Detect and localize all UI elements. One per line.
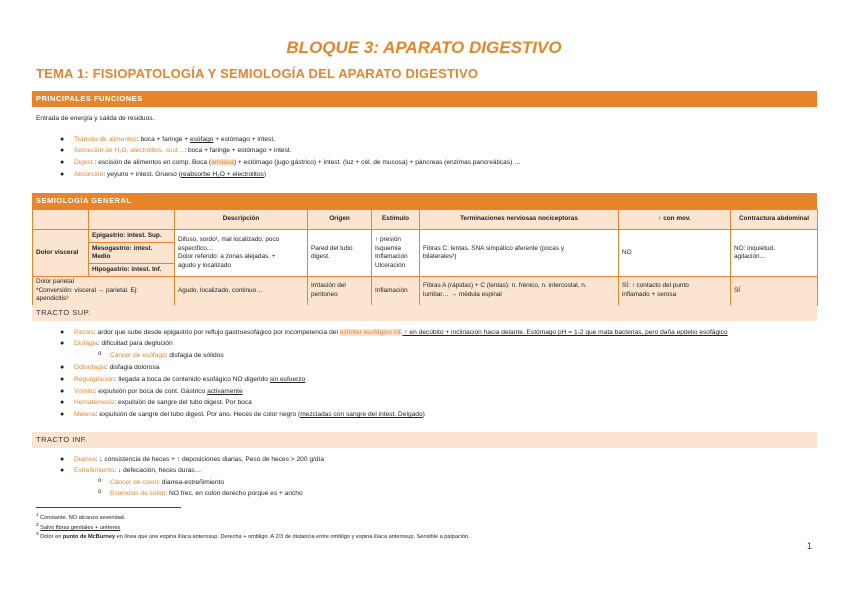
cell-line: Dolor parietal <box>36 278 75 285</box>
bullet-icon: ● <box>60 136 65 143</box>
cell: Inflamación <box>372 277 420 306</box>
term: Secreción de H₂O, electrolitos, sust… <box>74 147 185 154</box>
cell <box>420 277 619 306</box>
text: : disfagia de sólidos <box>165 352 224 359</box>
list-item <box>60 399 252 406</box>
list-item <box>60 467 202 474</box>
list-item <box>60 364 160 371</box>
list-item <box>98 478 224 486</box>
bullet-icon: ● <box>60 329 65 336</box>
cell-line: peritoneo <box>311 290 338 298</box>
document-subtitle: TEMA 1: FISIOPATOLOGÍA Y SEMIOLOGÍA DEL APARATO DIGESTIVO <box>36 66 479 81</box>
section-header-semiologia: SEMIOLOGÍA GENERAL <box>32 193 817 209</box>
term: Digest. <box>74 159 95 166</box>
cell: Hipogastrio: intest. Inf. <box>89 264 175 277</box>
cell: SÍ <box>731 277 818 306</box>
column-header: Origen <box>308 210 372 230</box>
page-number: 1 <box>806 541 812 551</box>
footnote-number: 2 <box>36 522 39 527</box>
column-header <box>89 210 175 230</box>
cell-line: Inflamación <box>375 253 408 260</box>
list-item <box>60 136 276 143</box>
text: ) + estómago (jugo gástrico) + intest. (luz + cél. de mucosa) + páncreas (enzimas pancreáticas) … <box>233 159 521 166</box>
cell-line: Dolor referido: a zonas alejadas. + <box>178 253 276 260</box>
cell: NO <box>619 230 731 277</box>
underlined-text: esófago <box>189 136 214 143</box>
bullet-icon: ● <box>60 399 65 406</box>
footnote-text: en línea que une espina ilíaca anterosup. Derecha + ombligo. A 2/3 de distancia entre ombligo y espina ilíaca anterosup. Sensible a palpación. <box>115 533 470 540</box>
column-header: Terminaciones nerviosas nociceptoras <box>420 210 619 230</box>
text: : escisión de alimentos en comp. Boca ( <box>94 159 212 166</box>
term: Diarrea <box>74 456 96 463</box>
document-title: BLOQUE 3: APARATO DIGESTIVO <box>286 38 562 57</box>
text: : dificultad para deglución <box>97 340 173 347</box>
footnote <box>36 512 125 521</box>
footnote-number: 1 <box>36 512 39 517</box>
term: Absorción <box>74 171 104 178</box>
underlined-text: mezcladas con sangre del intest. Delgado <box>300 411 423 418</box>
cell-line: NO: inquietud, <box>734 244 775 252</box>
footnote <box>36 531 470 540</box>
row-label-parietal <box>33 277 175 306</box>
cell-line: apendicitis³ <box>36 295 69 302</box>
term: Hematemesis <box>74 399 115 406</box>
underlined-text: reabsorbe H₂O + electrolitos <box>180 171 264 178</box>
cell-line: digest. <box>311 253 330 260</box>
sub-bullet-icon: o <box>98 489 102 495</box>
text: ) <box>263 171 267 178</box>
footnote-bold-text: punto de McBurney <box>62 533 116 540</box>
cell <box>372 230 420 277</box>
list-item <box>60 159 521 166</box>
term: Vómito <box>74 388 95 395</box>
text: : ↓ defecación, heces duras… <box>114 467 202 474</box>
term: Cáncer de esófago <box>110 352 166 359</box>
bullet-icon: ● <box>60 340 65 347</box>
text: : NO frec. en colon derecho porque es + ancho <box>165 490 303 497</box>
cell: Epigastrio: intest. Sup. <box>89 230 175 243</box>
cell-line: Difuso, sordo¹, mal localizado, poco <box>178 236 280 243</box>
list-item <box>60 411 425 418</box>
cell-line: Irritación del <box>311 282 346 290</box>
footnote <box>36 522 120 531</box>
term: Regurgitación <box>74 376 115 383</box>
footnote-separator <box>36 507 181 508</box>
text: + estómago + intest. <box>213 136 276 143</box>
cell-line: agudo y localizado <box>178 261 231 269</box>
cell-line: *Conversión: visceral → parietal. Ej: <box>36 286 138 294</box>
term: Cáncer de colon <box>110 479 159 486</box>
cell-line: ↑ presión <box>375 236 401 243</box>
section-header-funciones: PRINCIPALES FUNCIONES <box>32 91 817 107</box>
text: : ardor que sube desde epigastrio por reflujo gastroesofágico por incompetencia del <box>93 329 340 336</box>
cell-line: Ulceración <box>375 261 406 269</box>
cell <box>175 230 308 277</box>
text: : llegada a boca de contenido esofágico NO digerido <box>114 376 270 383</box>
footnote-text: Dolor en <box>40 533 63 540</box>
section-header-tracto-inf: TRACTO INF. <box>32 432 817 448</box>
highlighted-text: amilasa <box>211 159 234 166</box>
cell-line: Pared del tubo <box>311 244 353 252</box>
term: Pirosis <box>74 329 94 336</box>
list-item <box>60 147 292 154</box>
column-header <box>33 210 89 230</box>
cell-line: inflamado + serosa <box>622 290 677 298</box>
cell-line: SÍ: ↑ contacto del punto <box>622 282 689 290</box>
cell-line: agitación… <box>734 253 766 260</box>
bullet-icon: ● <box>60 159 65 166</box>
list-item <box>60 456 324 463</box>
bullet-icon: ● <box>60 467 65 474</box>
sub-bullet-icon: o <box>98 478 102 484</box>
table-row <box>33 230 818 243</box>
section-header-tracto-sup: TRACTO SUP. <box>32 305 817 321</box>
text: : expulsión de sangre del tubo digest. Por boca <box>114 399 252 406</box>
cell-line: Isquemia <box>375 244 401 252</box>
semiologia-table <box>32 209 818 306</box>
footnote-text: Constante. NO alcanza severidad. <box>40 514 126 521</box>
term: Odinofagia <box>74 364 106 371</box>
text: : boca + faringe + estómago + intest. <box>184 147 292 154</box>
underlined-text: activamente <box>207 388 243 395</box>
list-item <box>60 388 243 395</box>
column-header: Estímulo <box>372 210 420 230</box>
text: : yeyuno + intest. Grueso ( <box>103 171 181 178</box>
cell: Mesogastrio: intest. Medio <box>89 243 175 264</box>
footnote-text: Salvo fibras genitales + uréteres <box>40 524 121 531</box>
list-item <box>60 376 306 383</box>
cell-line: Fibras A (rápidas) + C (lentas): n. frénico, n. intercostal, n. <box>423 282 587 290</box>
text: : boca + faringe + <box>136 136 190 143</box>
footnote-number: 3 <box>36 531 39 536</box>
column-header: Contractura abdominal <box>731 210 818 230</box>
cell: Agudo, localizado, continuo… <box>175 277 308 306</box>
term: Melena <box>74 411 96 418</box>
sub-bullet-icon: o <box>98 351 102 357</box>
list-item <box>98 489 303 497</box>
text: : diarrea-estreñimiento <box>158 479 224 486</box>
term: Estreñimiento <box>74 467 115 474</box>
bullet-icon: ● <box>60 147 65 154</box>
text: ) <box>422 411 425 418</box>
term: Disfagia <box>74 340 98 347</box>
list-item <box>60 171 267 178</box>
row-label-visceral: Dolor visceral <box>33 230 89 277</box>
funciones-intro: Entrada de energía y salida de residuos. <box>36 115 155 122</box>
list-item <box>60 329 728 336</box>
text: : disfagia dolorosa <box>105 364 160 371</box>
cell <box>619 277 731 306</box>
table-header-row <box>33 210 818 230</box>
bullet-icon: ● <box>60 171 65 178</box>
text: : expulsión por boca de cont. Gástrico <box>94 388 208 395</box>
highlighted-text: esfínter esofágico inf. <box>339 329 403 336</box>
cell-line: bilaterales²) <box>423 253 457 260</box>
bullet-icon: ● <box>60 376 65 383</box>
list-item <box>60 340 173 347</box>
text: : ↓ consistencia de heces + ↑ deposiciones diarias. Peso de heces > 200 g/día <box>95 456 324 463</box>
underlined-text: ↑ en decúbito + inclinación hacia delante. Estómago pH = 1-2 que mata bacterias, pero daña epitelio esofágico <box>402 329 728 336</box>
bullet-icon: ● <box>60 364 65 371</box>
bullet-icon: ● <box>60 388 65 395</box>
underlined-text: sin esfuerzo <box>269 376 306 383</box>
column-header: Descripción <box>175 210 308 230</box>
bullet-icon: ● <box>60 411 65 418</box>
text: : expulsión de sangre del tubo digest. Por ano. Heces de color negro ( <box>95 411 301 418</box>
column-header: ↑ con mov. <box>619 210 731 230</box>
cell <box>731 230 818 277</box>
list-item <box>98 351 224 359</box>
cell <box>308 277 372 306</box>
cell <box>420 230 619 277</box>
cell <box>308 230 372 277</box>
cell-line: específico… <box>178 244 214 252</box>
cell-line: lumbar… → médula espinal <box>423 290 502 298</box>
table-row <box>33 277 818 306</box>
cell-line: Fibras C: lentas. SNA simpático aferente (pocas y <box>423 244 565 252</box>
term: Tránsito de alimentos <box>74 136 137 143</box>
bullet-icon: ● <box>60 456 65 463</box>
term: Estenosis de colon <box>110 490 166 497</box>
